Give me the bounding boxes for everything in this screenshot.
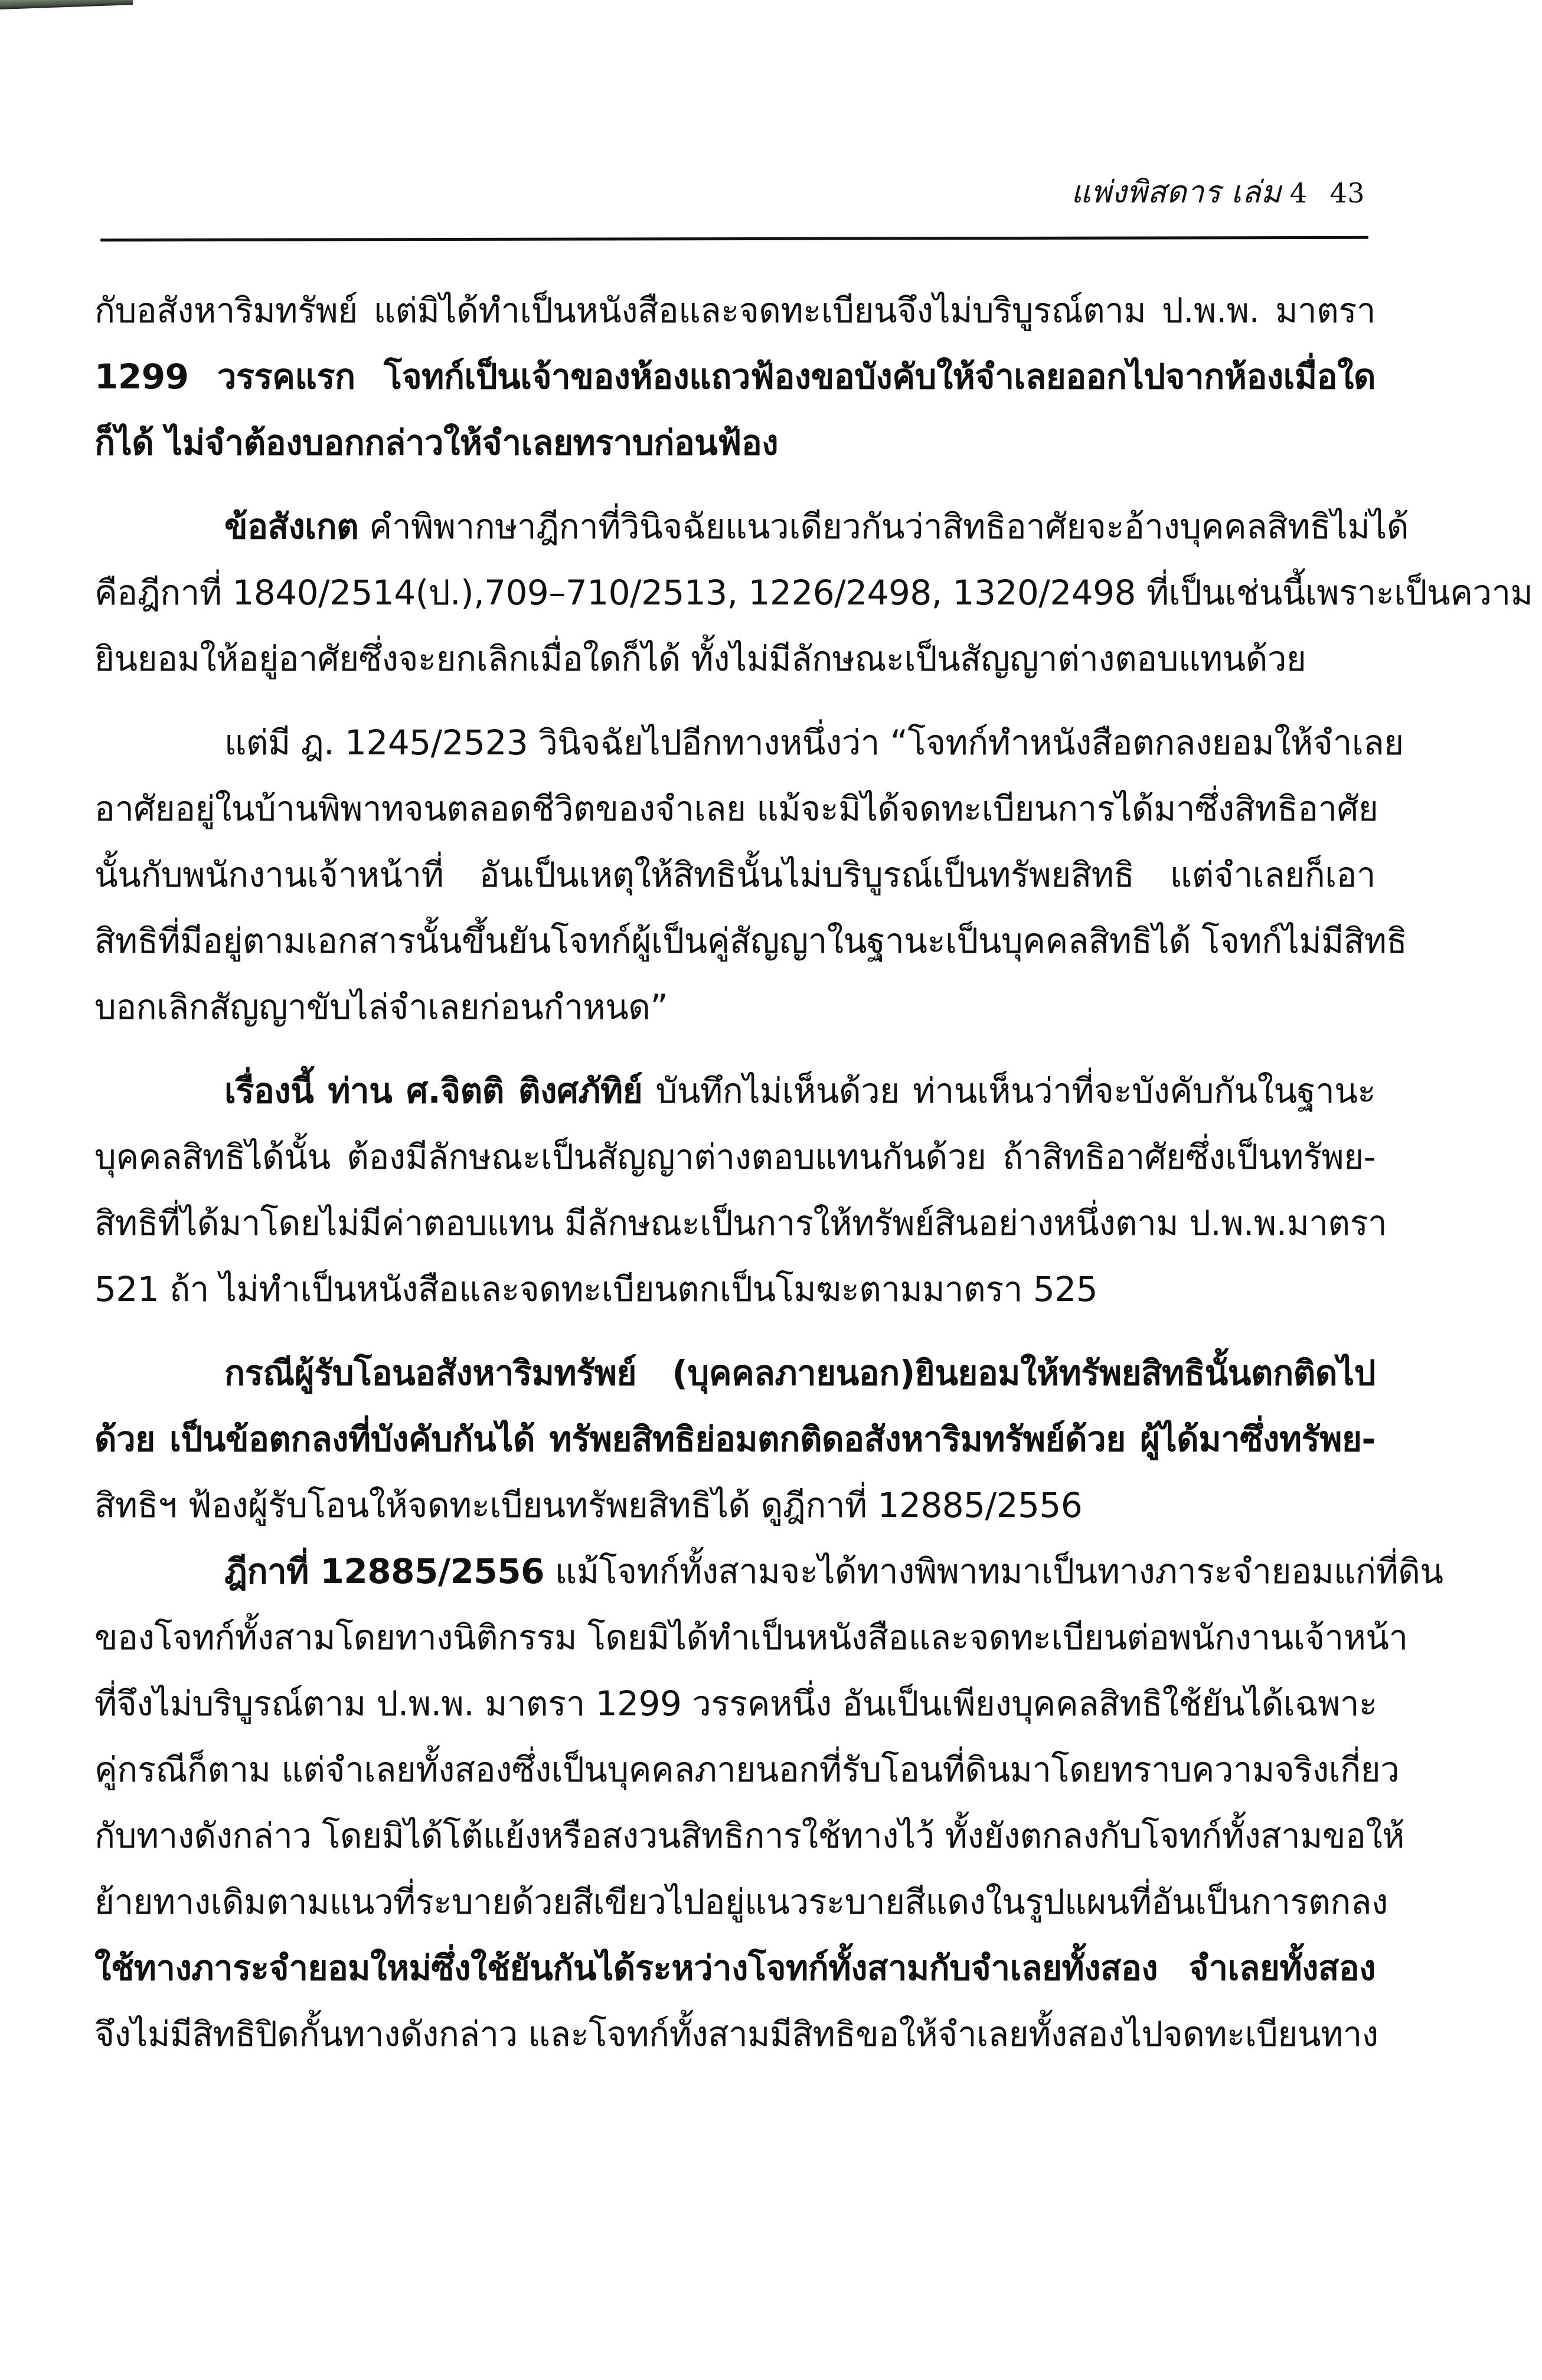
commentary-author: เรื่องนี้ ท่าน ศ.จิตติ ติงศภัทิย์ (224, 1071, 643, 1111)
text-line: จึงไม่มีสิทธิปิดกั้นทางดังกล่าว และโจทก์ทั้งสามมีสิทธิขอให้จำเลยทั้งสองไปจดทะเบียนทาง (94, 2014, 1378, 2054)
text-line: บุคคลสิทธิได้นั้น ต้องมีลักษณะเป็นสัญญาต่างตอบแทนกันด้วย ถ้าสิทธิอาศัยซึ่งเป็นทรัพย- (94, 1137, 1376, 1177)
text-line: ด้วย เป็นข้อตกลงที่บังคับกันได้ ทรัพยสิทธิย่อมตกติดอสังหาริมทรัพย์ด้วย ผู้ได้มาซึ่งทรัพย- (94, 1419, 1376, 1459)
paragraph-commentary (94, 1058, 1387, 1322)
text-line: ใช้ทางภาระจำยอมใหม่ซึ่งใช้ยันกันได้ระหว่างโจทก์ทั้งสามกับจำเลยทั้งสอง จำเลยทั้งสอง (94, 1948, 1376, 1988)
text-line: สิทธิที่ได้มาโดยไม่มีค่าตอบแทน มีลักษณะเป็นการให้ทรัพย์สินอย่างหนึ่งตาม ป.พ.พ.มาตรา (94, 1203, 1387, 1243)
text-line: กรณีผู้รับโอนอสังหาริมทรัพย์ (บุคคลภายนอก)ยินยอมให้ทรัพยสิทธินั้นตกติดไป (224, 1353, 1376, 1393)
text-line: ที่จึงไม่บริบูรณ์ตาม ป.พ.พ. มาตรา 1299 วรรคหนึ่ง อันเป็นเพียงบุคคลสิทธิใช้ยันได้เฉพาะ (94, 1683, 1377, 1724)
book-title: แพ่งพิสดาร เล่ม (1071, 175, 1282, 210)
text-line: กับอสังหาริมทรัพย์ แต่มิได้ทำเป็นหนังสือและจดทะเบียนจึงไม่บริบูรณ์ตาม ป.พ.พ. มาตรา (94, 290, 1376, 331)
paragraph-transferee (94, 1340, 1376, 1538)
text-line: สิทธิฯ ฟ้องผู้รับโอนให้จดทะเบียนทรัพยสิทธิได้ ดูฎีกาที่ 12885/2556 (94, 1485, 1083, 1525)
text-line: ฎีกาที่ 12885/2556 แม้โจทก์ทั้งสามจะได้ทางพิพาทมาเป็นทางภาระจำยอมแก่ที่ดิน (224, 1551, 1443, 1591)
text-line: นั้นกับพนักงานเจ้าหน้าที่ อันเป็นเหตุให้สิทธินั้นไม่บริบูรณ์เป็นทรัพยสิทธิ แต่จำเลยก็เอา (94, 855, 1376, 895)
text-line: เรื่องนี้ ท่าน ศ.จิตติ ติงศภัทิย์ บันทึกไม่เห็นด้วย ท่านเห็นว่าที่จะบังคับกันในฐานะ (224, 1071, 1376, 1111)
text-line: บอกเลิกสัญญาขับไล่จำเลยก่อนกำหนด” (94, 987, 668, 1027)
ruling-citation: ฎีกาที่ 12885/2556 (224, 1551, 544, 1591)
text-line: 1299 วรรคแรก โจทก์เป็นเจ้าของห้องแถวฟ้องขอบังคับให้จำเลยออกไปจากห้องเมื่อใด (94, 357, 1376, 397)
note-heading: ข้อสังเกต (224, 506, 359, 547)
text-line: คู่กรณีก็ตาม แต่จำเลยทั้งสองซึ่งเป็นบุคคลภายนอกที่รับโอนที่ดินมาโดยทราบความจริงเกี่ยว (94, 1750, 1400, 1790)
text-line: แต่มี ฎ. 1245/2523 วินิจฉัยไปอีกทางหนึ่งว่า “โจทก์ทำหนังสือตกลงยอมให้จำเลย (224, 722, 1404, 763)
page-number: 43 (1329, 177, 1365, 209)
paragraph-note (94, 493, 1533, 692)
running-header (1071, 177, 1365, 208)
text-line: ก็ได้ ไม่จำต้องบอกกล่าวให้จำเลยทราบก่อนฟ้อง (94, 423, 779, 463)
text-line: อาศัยอยู่ในบ้านพิพาทจนตลอดชีวิตของจำเลย แม้จะมิได้จดทะเบียนการได้มาซึ่งสิทธิอาศัย (94, 789, 1378, 829)
text-line: 521 ถ้า ไม่ทำเป็นหนังสือและจดทะเบียนตกเป็นโมฆะตามมาตรา 525 (94, 1269, 1098, 1309)
header-rule (100, 236, 1368, 241)
scan-edge-artifact (0, 0, 133, 9)
text-line: ย้ายทางเดิมตามแนวที่ระบายด้วยสีเขียวไปอยู่แนวระบายสีแดงในรูปแผนที่อันเป็นการตกลง (94, 1882, 1388, 1922)
page-body (94, 277, 1533, 2067)
volume-number: 4 (1289, 177, 1308, 209)
text-line: สิทธิที่มีอยู่ตามเอกสารนั้นขึ้นยันโจทก์ผู้เป็นคู่สัญญาในฐานะเป็นบุคคลสิทธิได้ โจทก์ไม่มีสิทธิ (94, 921, 1407, 961)
paragraph-supreme-court-ruling (94, 1538, 1443, 2067)
text-line: ยินยอมให้อยู่อาศัยซึ่งจะยกเลิกเมื่อใดก็ได้ ทั้งไม่มีลักษณะเป็นสัญญาต่างตอบแทนด้วย (94, 639, 1306, 679)
text-line: กับทางดังกล่าว โดยมิได้โต้แย้งหรือสงวนสิทธิการใช้ทางไว้ ทั้งยังตกลงกับโจทก์ทั้งสามขอให้ (94, 1816, 1404, 1856)
paragraph-ruling-quote (94, 710, 1407, 1040)
text-line: ของโจทก์ทั้งสามโดยทางนิติกรรม โดยมิได้ทำเป็นหนังสือและจดทะเบียนต่อพนักงานเจ้าหน้า (94, 1617, 1408, 1658)
text-line: ข้อสังเกต คำพิพากษาฎีกาที่วินิจฉัยแนวเดียวกันว่าสิทธิอาศัยจะอ้างบุคคลสิทธิไม่ได้ (224, 506, 1409, 547)
text-line: คือฎีกาที่ 1840/2514(ป.),709–710/2513, 1226/2498, 1320/2498 ที่เป็นเช่นนี้เพราะเป็นความ (94, 573, 1533, 613)
paragraph-continuation (94, 277, 1376, 476)
